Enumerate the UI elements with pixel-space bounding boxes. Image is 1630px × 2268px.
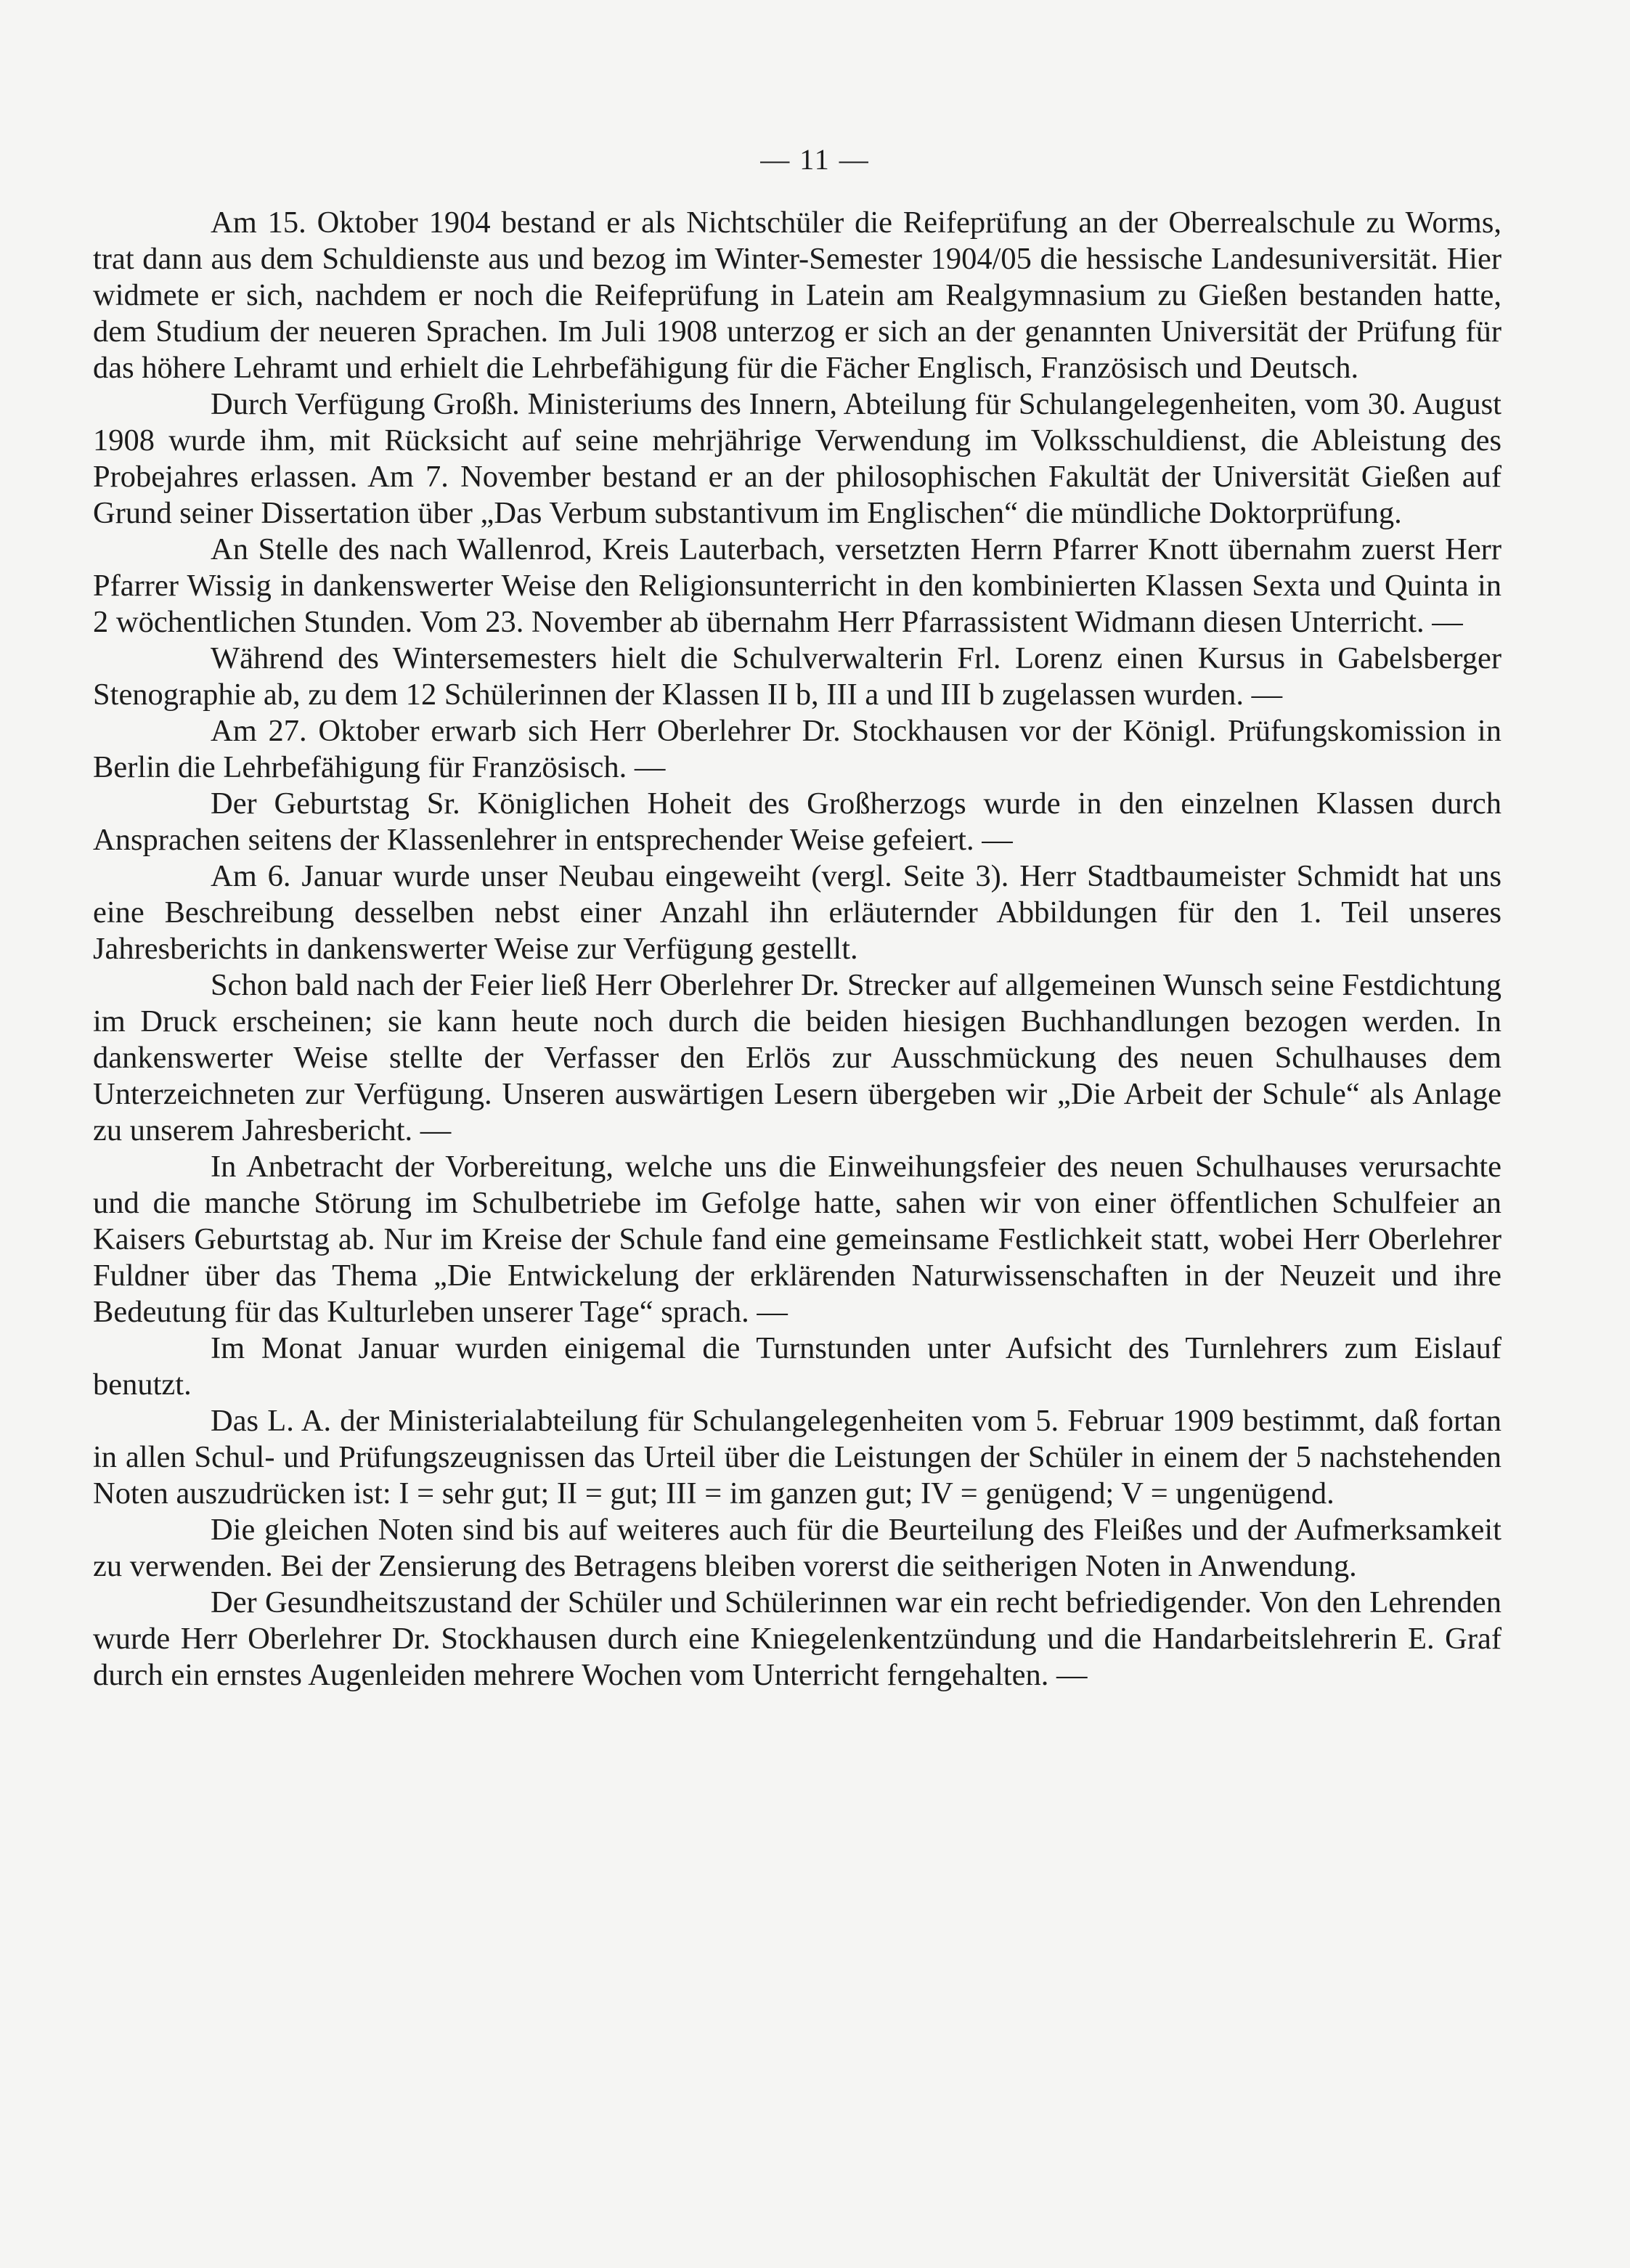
paragraph: Die gleichen Noten sind bis auf weiteres auch für die Beurteilung des Fleißes und der Aufmerksamkeit zu verwenden. Bei der Zensierung des Betragens bleiben vorerst die seitherigen Noten in Anwendung. — [93, 1513, 1501, 1583]
paragraph: Am 27. Oktober erwarb sich Herr Oberlehrer Dr. Stockhausen vor der Königl. Prüfungskomission in Berlin die Lehrbefähigung für Französisch. — — [93, 714, 1501, 784]
paragraph: Im Monat Januar wurden einigemal die Turnstunden unter Aufsicht des Turnlehrers zum Eislauf benutzt. — [93, 1331, 1501, 1402]
paragraph: Am 6. Januar wurde unser Neubau eingeweiht (vergl. Seite 3). Herr Stadtbaumeister Schmidt hat uns eine Beschreibung desselben nebst einer Anzahl ihn erläuternder Abbildungen für den 1. Teil unseres Jahresberichts in dankenswerter Weise zur Verfügung gestellt. — [93, 859, 1501, 966]
paragraph: Schon bald nach der Feier ließ Herr Oberlehrer Dr. Strecker auf allgemeinen Wunsch seine Festdichtung im Druck erscheinen; sie kann heute noch durch die beiden hiesigen Buchhandlungen bezogen werden. In dankenswerter Weise stellte der Verfasser den Erlös zur Ausschmückung des neuen Schulhauses dem Unterzeichneten zur Verfügung. Unseren auswärtigen Lesern übergeben wir „Die Arbeit der Schule“ als Anlage zu unserem Jahresbericht. — — [93, 968, 1501, 1147]
paragraph: An Stelle des nach Wallenrod, Kreis Lauterbach, versetzten Herrn Pfarrer Knott übernahm zuerst Herr Pfarrer Wissig in dankenswerter Weise den Religionsunterricht in den kombinierten Klassen Sexta und Quinta in 2 wöchentlichen Stunden. Vom 23. November ab übernahm Herr Pfarrassistent Widmann diesen Unterricht. — — [93, 532, 1501, 639]
paragraph: Während des Wintersemesters hielt die Schulverwalterin Frl. Lorenz einen Kursus in Gabelsberger Stenographie ab, zu dem 12 Schülerinnen der Klassen II b, III a und III b zugelassen wurden. — — [93, 641, 1501, 712]
paragraph: Am 15. Oktober 1904 bestand er als Nichtschüler die Reifeprüfung an der Oberrealschule zu Worms, trat dann aus dem Schuldienste aus und bezog im Winter-Semester 1904/05 die hessische Landesuniversität. Hier widmete er sich, nachdem er noch die Reifeprüfung in Latein am Realgymnasium zu Gießen bestanden hatte, dem Studium der neueren Sprachen. Im Juli 1908 unterzog er sich an der genannten Universität der Prüfung für das höhere Lehramt und erhielt die Lehrbefähigung für die Fächer Englisch, Französisch und Deutsch. — [93, 206, 1501, 385]
paragraph: In Anbetracht der Vorbereitung, welche uns die Einweihungsfeier des neuen Schulhauses verursachte und die manche Störung im Schulbetriebe im Gefolge hatte, sahen wir von einer öffentlichen Schulfeier an Kaisers Geburtstag ab. Nur im Kreise der Schule fand eine gemeinsame Festlichkeit statt, wobei Herr Oberlehrer Fuldner über das Thema „Die Entwickelung der erklärenden Naturwissenschaften in der Neuzeit und ihre Bedeutung für das Kulturleben unserer Tage“ sprach. — — [93, 1150, 1501, 1329]
paragraph: Der Geburtstag Sr. Königlichen Hoheit des Großherzogs wurde in den einzelnen Klassen durch Ansprachen seitens der Klassenlehrer in entsprechender Weise gefeiert. — — [93, 787, 1501, 857]
paragraph: Der Gesundheitszustand der Schüler und Schülerinnen war ein recht befriedigender. Von den Lehrenden wurde Herr Oberlehrer Dr. Stockhausen durch eine Kniegelenkentzündung und die Handarbeitslehrerin E. Graf durch ein ernstes Augenleiden mehrere Wochen vom Unterricht ferngehalten. — — [93, 1585, 1501, 1692]
page-number: — 11 — — [760, 143, 870, 176]
paragraph: Das L. A. der Ministerialabteilung für Schulangelegenheiten vom 5. Februar 1909 bestimmt, daß fortan in allen Schul- und Prüfungszeugnissen das Urteil über die Leistungen der Schüler in einem der 5 nachstehenden Noten auszudrücken ist: I = sehr gut; II = gut; III = im ganzen gut; IV = genügend; V = ungenügend. — [93, 1404, 1501, 1511]
paragraph: Durch Verfügung Großh. Ministeriums des Innern, Abteilung für Schulangelegenheiten, vom 30. August 1908 wurde ihm, mit Rücksicht auf seine mehrjährige Verwendung im Volksschuldienst, die Ableistung des Probejahres erlassen. Am 7. November bestand er an der philosophischen Fakultät der Universität Gießen auf Grund seiner Dissertation über „Das Verbum substantivum im Englischen“ die mündliche Doktorprüfung. — [93, 387, 1501, 530]
body-text — [93, 205, 1501, 1694]
